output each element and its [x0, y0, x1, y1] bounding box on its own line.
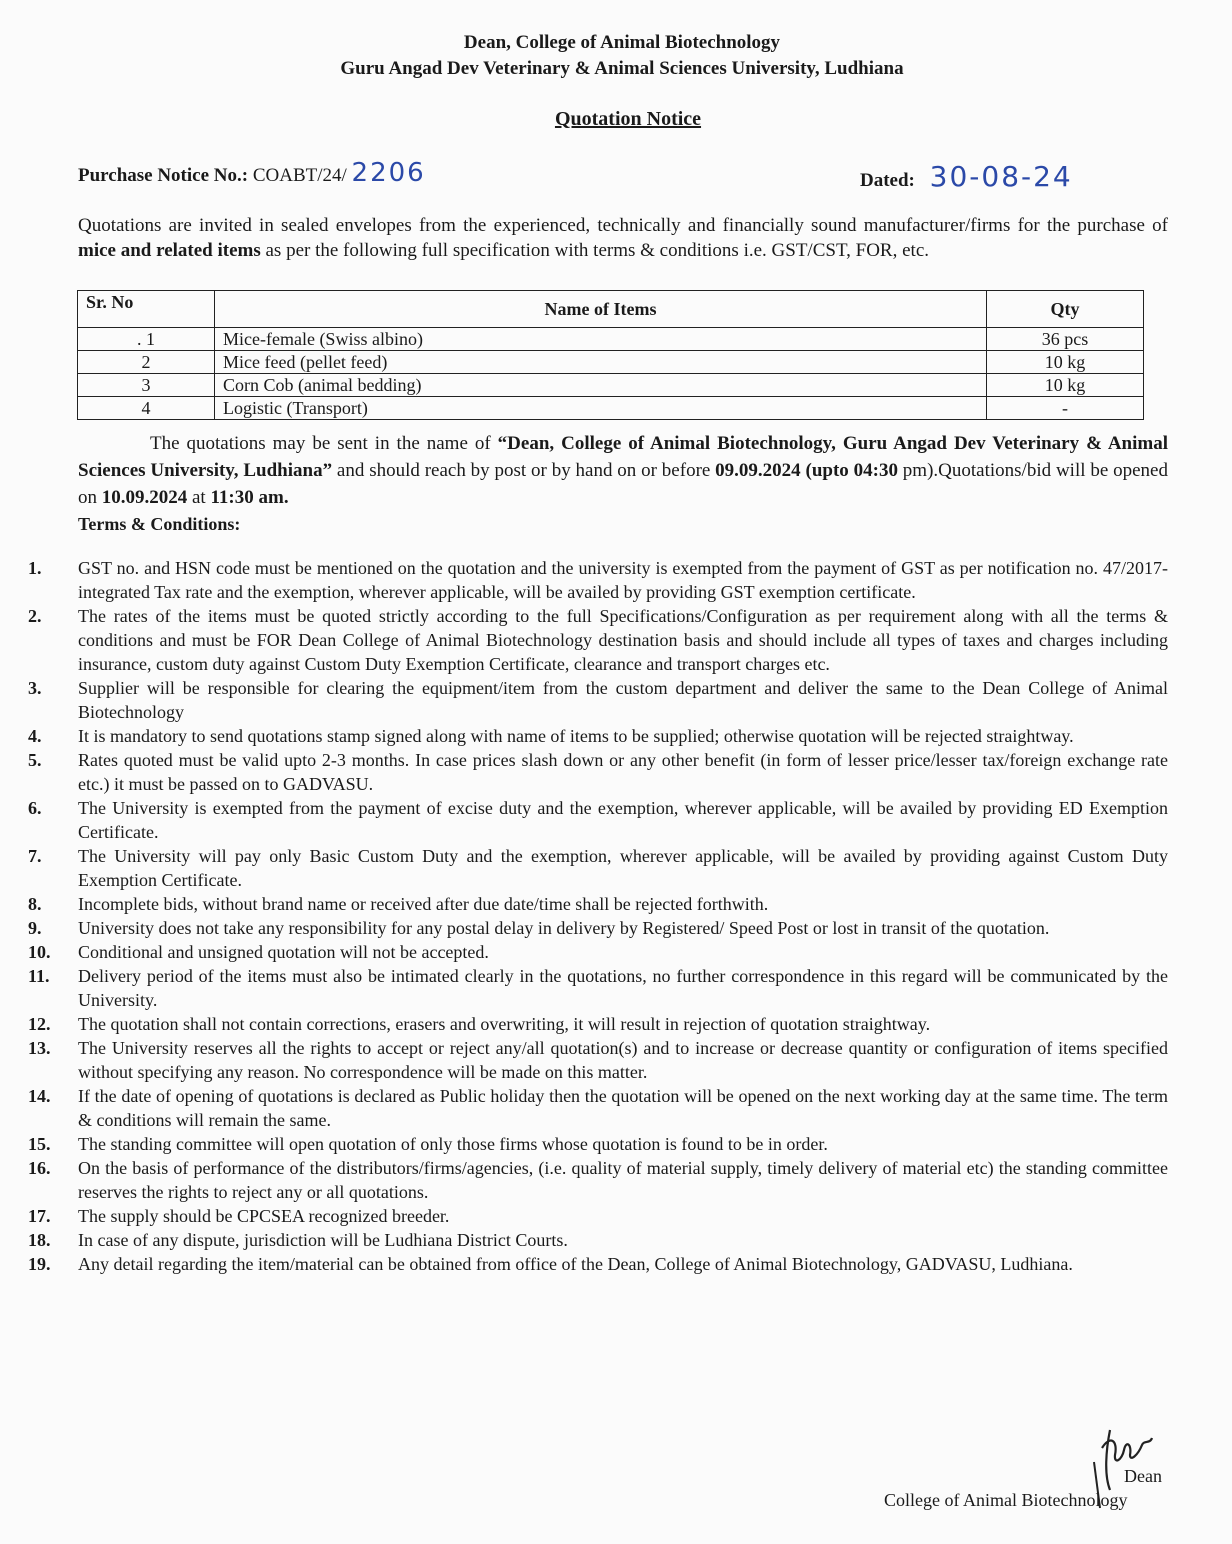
item-name-cell: Corn Cob (animal bedding) — [215, 374, 987, 397]
handwritten-notice-number: 2206 — [351, 158, 426, 188]
term-text: It is mandatory to send quotations stamp signed along with name of items to be supplied; otherwise quotation will be rejected straightway. — [78, 726, 1074, 746]
term-number: 9. — [28, 918, 42, 938]
term-text: The University will pay only Basic Custom Duty and the exemption, wherever applicable, will be availed by providing against Custom Duty Exemption Certificate. — [78, 846, 1168, 890]
term-item — [28, 916, 1168, 940]
term-item — [28, 724, 1168, 748]
term-number: 3. — [28, 678, 42, 698]
term-item — [28, 556, 1168, 604]
submission-addressee: “Dean, College of Animal Biotechnology, Guru Angad Dev Veterinary & Animal Sciences University, Ludhiana” — [78, 433, 1169, 481]
submission-deadline: 09.09.2024 (upto 04:30 — [715, 460, 898, 481]
term-text: Supplier will be responsible for clearing the equipment/item from the custom department and deliver the same to the Dean College of Animal Biotechnology — [78, 678, 1168, 722]
term-item — [28, 940, 1168, 964]
term-item — [28, 844, 1168, 892]
handwritten-date: 30-08-24 — [929, 160, 1073, 193]
submission-text-3: pm).Quotations/bid will be opened on — [78, 460, 1168, 508]
term-text: In case of any dispute, jurisdiction will be Ludhiana District Courts. — [78, 1230, 568, 1250]
intro-paragraph — [78, 213, 1168, 263]
term-number: 18. — [28, 1230, 51, 1250]
intro-text-1: Quotations are invited in sealed envelopes from the experienced, technically and financially sound manufacturer/firms for the purchase of — [78, 215, 1168, 236]
term-item — [28, 796, 1168, 844]
signatory-title: Dean — [1124, 1466, 1162, 1486]
sr-no-cell: 4 — [78, 397, 215, 420]
opening-date: 10.09.2024 — [101, 487, 188, 508]
term-number: 5. — [28, 750, 42, 770]
term-number: 15. — [28, 1134, 51, 1154]
term-item — [28, 1228, 1168, 1252]
term-text: The standing committee will open quotation of only those firms whose quotation is found to be in order. — [78, 1134, 828, 1154]
submission-text-1: The quotations may be sent in the name of — [150, 433, 498, 454]
term-text: The University reserves all the rights to accept or reject any/all quotation(s) and to increase or decrease quantity or configuration of items specified without specifying any reason. No correspondence will be made on this matter. — [78, 1038, 1168, 1082]
table-row — [78, 328, 1144, 351]
term-item — [28, 1084, 1168, 1132]
term-number: 11. — [28, 966, 50, 986]
submission-text — [78, 430, 1168, 511]
header-line-1: Dean, College of Animal Biotechnology — [463, 32, 781, 53]
notice-date — [860, 160, 1073, 193]
table-header-row — [78, 291, 1144, 328]
items-table-body — [78, 328, 1144, 420]
term-number: 7. — [28, 846, 42, 866]
submission-paragraph — [78, 430, 1168, 538]
purchase-notice-label: Purchase Notice No.: — [78, 165, 249, 186]
term-text: Delivery period of the items must also be intimated clearly in the quotations, no further correspondence in this regard will be communicated by the University. — [78, 966, 1168, 1010]
term-text: Rates quoted must be valid upto 2-3 months. In case prices slash down or any other benefit (in form of lesser price/lesser tax/foreign exchange rate etc.) it must be passed on to GADVASU. — [78, 750, 1168, 794]
terms-title: Terms & Conditions: — [78, 514, 241, 534]
items-table — [77, 290, 1144, 420]
term-text: The quotation shall not contain corrections, erasers and overwriting, it will result in rejection of quotation straightway. — [78, 1014, 931, 1034]
table-row — [78, 351, 1144, 374]
term-number: 8. — [28, 894, 42, 914]
terms-list — [28, 556, 1168, 1276]
term-item — [28, 676, 1168, 724]
sr-no-cell: . 1 — [78, 328, 215, 351]
term-text: Any detail regarding the item/material can be obtained from office of the Dean, College of Animal Biotechnology, GADVASU, Ludhiana. — [78, 1254, 1073, 1274]
notice-title: Quotation Notice — [554, 108, 702, 130]
submission-text-2: and should reach by post or by hand on or before — [332, 460, 716, 481]
header-sr-no: Sr. No — [78, 291, 215, 328]
term-number: 13. — [28, 1038, 51, 1058]
submission-text-4: at — [187, 487, 211, 508]
term-item — [28, 964, 1168, 1012]
sr-no-cell: 3 — [78, 374, 215, 397]
term-text: If the date of opening of quotations is declared as Public holiday then the quotation will be opened on the next working day at the same time. The term & conditions will remain the same. — [78, 1086, 1168, 1130]
term-number: 17. — [28, 1206, 51, 1226]
term-number: 4. — [28, 726, 42, 746]
term-number: 2. — [28, 606, 42, 626]
term-number: 12. — [28, 1014, 51, 1034]
term-item — [28, 1132, 1168, 1156]
header-qty: Qty — [987, 291, 1144, 328]
intro-bold-items: mice and related items — [78, 240, 261, 261]
term-number: 10. — [28, 942, 51, 962]
signatory-org: College of Animal Biotechnology — [884, 1490, 1128, 1510]
term-number: 1. — [28, 558, 42, 578]
term-number: 6. — [28, 798, 42, 818]
term-text: University does not take any responsibility for any postal delay in delivery by Registered/ Speed Post or lost in transit of the quotation. — [78, 918, 1050, 938]
term-text: Conditional and unsigned quotation will not be accepted. — [78, 942, 489, 962]
qty-cell: 10 kg — [987, 374, 1144, 397]
item-name-cell: Mice feed (pellet feed) — [215, 351, 987, 374]
sr-no-cell: 2 — [78, 351, 215, 374]
dated-label: Dated: — [860, 170, 915, 191]
letterhead — [0, 30, 1232, 82]
header-item-name: Name of Items — [215, 291, 987, 328]
term-text: The rates of the items must be quoted strictly according to the full Specifications/Configuration as per requirement along with all the terms & conditions and must be FOR Dean College of Animal Biotechnology destination basis and should include all types of taxes and charges including insurance, custom duty against Custom Duty Exemption Certificate, clearance and transport charges etc. — [78, 606, 1168, 674]
term-item — [28, 604, 1168, 676]
opening-time: 11:30 am. — [210, 487, 289, 508]
term-text: GST no. and HSN code must be mentioned on the quotation and the university is exempted from the payment of GST as per notification no. 47/2017-integrated Tax rate and the exemption, wherever applicable, will be availed by providing GST exemption certificate. — [78, 558, 1168, 602]
term-number: 14. — [28, 1086, 51, 1106]
purchase-notice-prefix: COABT/24/ — [252, 165, 347, 186]
term-item — [28, 1156, 1168, 1204]
term-item — [28, 1204, 1168, 1228]
qty-cell: 10 kg — [987, 351, 1144, 374]
term-text: The supply should be CPCSEA recognized breeder. — [78, 1206, 450, 1226]
table-row — [78, 397, 1144, 420]
item-name-cell: Logistic (Transport) — [215, 397, 987, 420]
qty-cell: - — [987, 397, 1144, 420]
intro-text-2: as per the following full specification with terms & conditions i.e. GST/CST, FOR, etc. — [260, 240, 929, 261]
term-text: Incomplete bids, without brand name or received after due date/time shall be rejected forthwith. — [78, 894, 769, 914]
term-item — [28, 892, 1168, 916]
term-item — [28, 1252, 1168, 1276]
term-item — [28, 1036, 1168, 1084]
qty-cell: 36 pcs — [987, 328, 1144, 351]
header-line-2: Guru Angad Dev Veterinary & Animal Sciences University, Ludhiana — [340, 58, 904, 79]
purchase-notice-number — [78, 158, 426, 188]
term-item — [28, 1012, 1168, 1036]
term-number: 16. — [28, 1158, 51, 1178]
term-text: The University is exempted from the payment of excise duty and the exemption, wherever applicable, will be availed by providing ED Exemption Certificate. — [78, 798, 1168, 842]
term-item — [28, 748, 1168, 796]
item-name-cell: Mice-female (Swiss albino) — [215, 328, 987, 351]
term-text: On the basis of performance of the distributors/firms/agencies, (i.e. quality of material supply, timely delivery of material etc) the standing committee reserves the rights to reject any or all quotations. — [78, 1158, 1168, 1202]
table-row — [78, 374, 1144, 397]
term-number: 19. — [28, 1254, 51, 1274]
